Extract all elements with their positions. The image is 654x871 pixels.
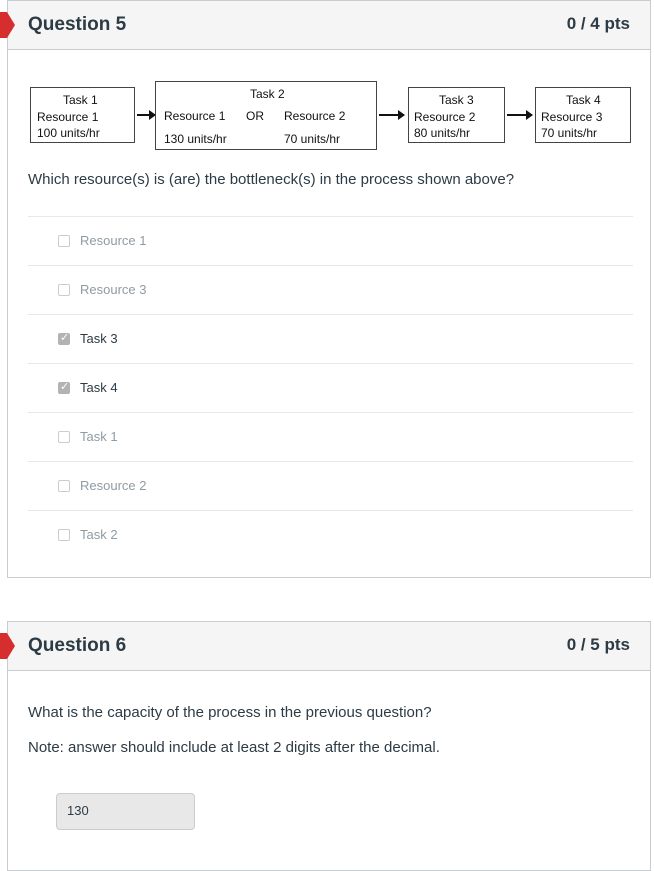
- answer-checkbox[interactable]: [58, 431, 70, 443]
- answer-checkbox[interactable]: [58, 529, 70, 541]
- answer-option[interactable]: [28, 363, 633, 412]
- arrow-3-4: [507, 114, 532, 116]
- question-6-prompt: What is the capacity of the process in the previous question?: [28, 704, 432, 721]
- question-6-card: [7, 621, 651, 871]
- question-5-card: [7, 0, 651, 578]
- answer-checkbox[interactable]: [58, 480, 70, 492]
- answer-label: Task 4: [80, 380, 118, 395]
- question-6-note: Note: answer should include at least 2 digits after the decimal.: [28, 739, 440, 756]
- question-5-header: [8, 1, 650, 50]
- answer-input-value: 130: [67, 803, 89, 818]
- arrow-1-2: [137, 114, 155, 116]
- answer-option[interactable]: [28, 510, 633, 559]
- task-1-label: Task 1: [63, 93, 98, 107]
- task-3-box: [408, 87, 505, 143]
- flag-icon: [0, 633, 15, 659]
- task-3-label: Task 3: [439, 93, 474, 107]
- question-5-prompt: Which resource(s) is (are) the bottleneck(s) in the process shown above?: [28, 171, 515, 188]
- task-3-rate: 80 units/hr: [414, 126, 471, 140]
- answer-checkbox[interactable]: [58, 284, 70, 296]
- task-2-or: OR: [246, 109, 264, 123]
- task-2-resource-b: Resource 2: [284, 109, 346, 123]
- question-points: 0 / 5 pts: [566, 635, 630, 654]
- task-1-rate: 100 units/hr: [37, 126, 100, 140]
- task-4-label: Task 4: [566, 93, 601, 107]
- task-4-rate: 70 units/hr: [541, 126, 598, 140]
- answer-checkbox[interactable]: [58, 382, 70, 394]
- answer-label: Task 3: [80, 331, 118, 346]
- answer-label: Resource 1: [80, 233, 147, 248]
- task-1-resource: Resource 1: [37, 110, 99, 124]
- answer-label: Resource 2: [80, 478, 147, 493]
- question-points: 0 / 4 pts: [566, 14, 630, 33]
- task-3-resource: Resource 2: [414, 110, 476, 124]
- answer-label: Task 2: [80, 527, 118, 542]
- arrow-2-3: [379, 114, 404, 116]
- answer-option[interactable]: [28, 461, 633, 510]
- answer-option[interactable]: [28, 216, 633, 265]
- question-title: Question 6: [28, 635, 127, 656]
- task-2-label: Task 2: [250, 87, 285, 101]
- task-4-box: [535, 87, 631, 143]
- question-title: Question 5: [28, 14, 127, 35]
- answer-option[interactable]: [28, 314, 633, 363]
- answer-label: Task 1: [80, 429, 118, 444]
- task-2-box: [155, 81, 377, 150]
- answer-checkbox[interactable]: [58, 333, 70, 345]
- question-6-header: [8, 622, 650, 671]
- answer-option[interactable]: [28, 412, 633, 461]
- task-2-rate-a: 130 units/hr: [164, 132, 227, 146]
- answer-input[interactable]: [56, 793, 195, 830]
- answer-label: Resource 3: [80, 282, 147, 297]
- task-2-rate-b: 70 units/hr: [284, 132, 341, 146]
- task-4-resource: Resource 3: [541, 110, 603, 124]
- answer-checkbox[interactable]: [58, 235, 70, 247]
- flag-icon: [0, 12, 15, 38]
- answer-option[interactable]: [28, 265, 633, 314]
- task-1-box: [30, 87, 135, 143]
- task-2-resource-a: Resource 1: [164, 109, 226, 123]
